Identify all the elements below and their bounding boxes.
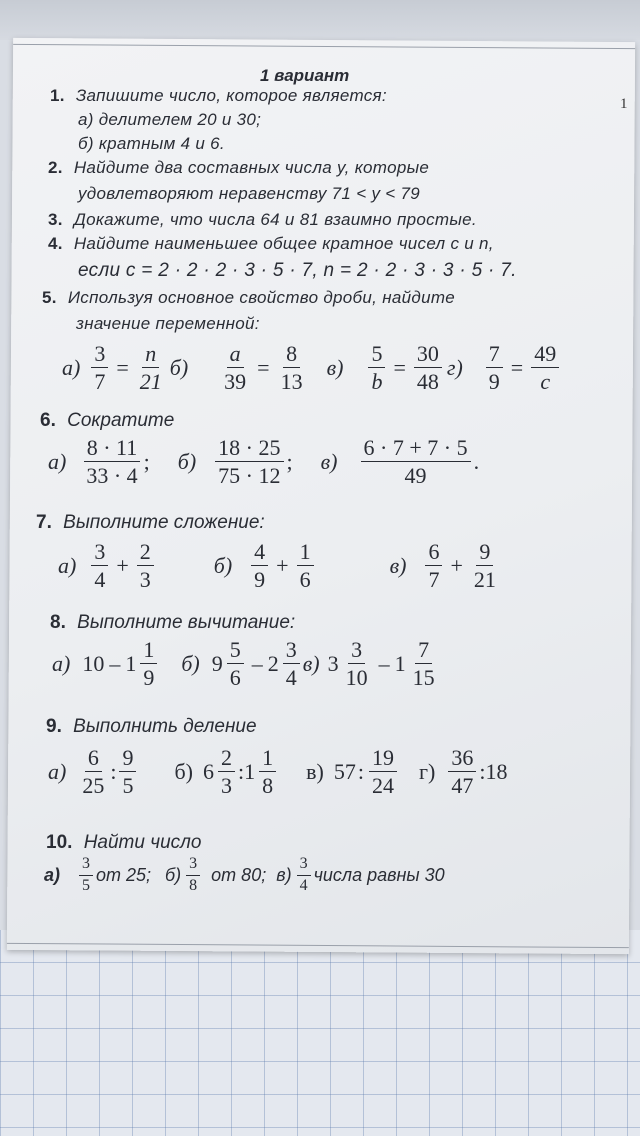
minus-sign: – <box>378 650 390 676</box>
whole-number: 1 <box>394 650 406 676</box>
denominator: 7 <box>94 369 106 395</box>
numerator: 6 · 7 + 7 · 5 <box>361 436 471 462</box>
problem-4-line1: Найдите наименьшее общее кратное чисел с и n, <box>73 234 494 253</box>
denominator: 21 <box>473 567 496 593</box>
numerator: 9 <box>476 540 493 566</box>
fraction <box>137 342 165 393</box>
problem-3-number: 3. <box>48 210 63 229</box>
fraction <box>91 342 108 393</box>
problem-3-text: Докажите, что числа 64 и 81 взаимно простые. <box>73 210 477 229</box>
problem-10-text: Найти число <box>83 832 202 853</box>
background-top <box>0 0 640 40</box>
fraction <box>471 540 499 591</box>
graph-paper-background <box>0 930 640 1136</box>
numerator: 8 <box>283 342 300 368</box>
fraction <box>259 746 276 797</box>
denominator: 6 <box>229 665 241 691</box>
division-sign: : <box>237 758 245 784</box>
denominator: 47 <box>451 773 474 799</box>
problem-6 <box>40 410 174 432</box>
label-a: а) <box>44 864 61 885</box>
denominator: b <box>371 369 383 395</box>
numerator: 5 <box>227 638 244 664</box>
numerator: 3 <box>297 856 311 876</box>
denominator: 13 <box>280 369 303 395</box>
fraction <box>283 638 300 689</box>
fraction <box>218 746 235 797</box>
fraction <box>227 638 244 689</box>
denominator: 25 <box>82 773 105 799</box>
fraction <box>79 856 93 895</box>
numerator: 6 <box>425 540 442 566</box>
label-a: а) <box>48 448 67 474</box>
problem-8-number: 8. <box>50 612 66 633</box>
label-b: б) <box>181 650 200 676</box>
denominator: 8 <box>189 876 198 894</box>
fraction <box>343 638 371 689</box>
problem-8 <box>50 612 295 634</box>
variant-title: 1 вариант <box>260 66 350 85</box>
fraction <box>221 342 249 393</box>
fraction <box>414 342 442 393</box>
fraction <box>251 540 268 591</box>
problem-6-number: 6. <box>40 410 56 431</box>
fraction <box>297 856 311 895</box>
problem-4 <box>48 234 494 254</box>
problem-9-text: Выполнить деление <box>73 716 257 737</box>
label-a: а) <box>52 650 71 676</box>
denominator: 6 <box>299 567 311 593</box>
text: от 25; <box>96 864 152 885</box>
denominator: 5 <box>82 876 91 894</box>
denominator: 49 <box>404 463 427 489</box>
fraction <box>186 856 200 895</box>
denominator: 5 <box>122 773 134 799</box>
problem-2-line1: Найдите два составных числа у, которые <box>73 158 430 177</box>
problem-5-number: 5. <box>42 288 57 307</box>
numerator: 3 <box>186 856 200 876</box>
problem-7-expressions <box>58 540 502 591</box>
text: от 80; <box>211 864 267 885</box>
numerator: 19 <box>369 746 397 772</box>
fraction <box>140 638 157 689</box>
fraction <box>368 342 385 393</box>
period: . <box>473 448 480 474</box>
denominator: 75 · 12 <box>218 463 281 489</box>
denominator: 10 <box>345 665 368 691</box>
label-c: в) <box>389 552 407 578</box>
whole-number: 2 <box>267 650 279 676</box>
fraction <box>531 342 559 393</box>
label-b: б) <box>165 864 182 885</box>
whole-number: 10 <box>82 650 105 676</box>
fraction <box>91 540 108 591</box>
problem-5 <box>42 288 455 308</box>
plus-sign: + <box>450 552 463 578</box>
minus-sign: – <box>251 650 263 676</box>
equals-sign: = <box>393 354 406 380</box>
division-sign: : <box>110 758 117 784</box>
text: числа равны 30 <box>313 864 445 885</box>
numerator: 3 <box>91 540 108 566</box>
denominator: 4 <box>285 665 297 691</box>
separator: ; <box>143 448 150 474</box>
denominator: 9 <box>488 369 500 395</box>
fraction <box>278 342 306 393</box>
problem-3 <box>48 210 477 230</box>
label-b: б) <box>213 552 233 578</box>
problem-4-number: 4. <box>48 234 63 253</box>
denominator: 48 <box>416 369 439 395</box>
numerator: 3 <box>79 856 93 876</box>
fraction <box>79 746 107 797</box>
problem-5-line1: Используя основное свойство дроби, найдите <box>67 288 456 307</box>
numerator: 7 <box>415 638 432 664</box>
problem-1-b: б) кратным 4 и 6. <box>78 134 225 153</box>
equals-sign: = <box>510 354 524 380</box>
numerator: 2 <box>218 746 235 772</box>
problem-9-expressions <box>48 746 507 797</box>
problem-1 <box>50 86 387 106</box>
numerator: 3 <box>91 342 108 368</box>
problem-6-expressions <box>48 436 479 487</box>
numerator: a <box>227 342 244 368</box>
fraction <box>119 746 136 797</box>
numerator: 3 <box>283 638 300 664</box>
problem-7 <box>36 512 265 534</box>
label-a: а) <box>58 552 77 578</box>
division-sign: : <box>357 758 364 784</box>
problem-2-number: 2. <box>48 158 63 177</box>
denominator: 7 <box>428 567 440 593</box>
problem-10-expressions <box>44 856 445 895</box>
problem-5-expressions <box>62 342 562 393</box>
fraction <box>215 436 283 487</box>
whole-number: 9 <box>211 650 223 676</box>
whole-number: 57 <box>333 758 356 784</box>
equals-sign: = <box>257 354 270 380</box>
problem-1-text: Запишите число, которое является: <box>75 86 387 105</box>
plus-sign: + <box>276 552 289 578</box>
label-b: б) <box>177 448 197 474</box>
denominator: 4 <box>94 567 106 593</box>
whole-number: 1 <box>244 758 256 784</box>
numerator: 49 <box>531 342 559 368</box>
minus-sign: – <box>109 650 121 676</box>
fraction <box>448 746 476 797</box>
division-sign: : <box>479 758 486 784</box>
fraction <box>410 638 438 689</box>
denominator: 15 <box>412 665 435 691</box>
denominator: 9 <box>143 665 155 691</box>
equals-sign: = <box>116 354 129 380</box>
label-c: в) <box>302 650 320 676</box>
label-d: г) <box>446 354 463 380</box>
denominator: 3 <box>220 773 232 799</box>
problem-1-number: 1. <box>50 86 65 105</box>
fraction <box>369 746 397 797</box>
denominator: 24 <box>371 773 394 799</box>
numerator: 7 <box>486 342 503 368</box>
problem-10 <box>46 832 201 854</box>
numerator: 1 <box>140 638 157 664</box>
problem-6-text: Сократите <box>67 410 175 431</box>
denominator: 39 <box>224 369 247 395</box>
problem-9 <box>46 716 257 738</box>
label-c: в) <box>326 354 344 380</box>
fraction <box>425 540 442 591</box>
numerator: 1 <box>259 746 276 772</box>
label-c: в) <box>306 758 324 784</box>
problem-5-line2: значение переменной: <box>76 314 260 333</box>
numerator: 2 <box>137 540 154 566</box>
denominator: 8 <box>262 773 274 799</box>
problem-4-line2: если c = 2 · 2 · 2 · 3 · 5 · 7, n = 2 · 2 · 3 · 3 · 5 · 7. <box>78 260 517 281</box>
whole-number: 1 <box>125 650 137 676</box>
label-b: б) <box>174 758 193 784</box>
denominator: 4 <box>299 876 308 894</box>
label-c: в) <box>320 448 338 474</box>
numerator: 5 <box>368 342 385 368</box>
fraction <box>137 540 154 591</box>
problem-1-a: а) делителем 20 и 30; <box>78 110 262 129</box>
label-c: в) <box>276 864 292 885</box>
label-d: г) <box>418 758 436 784</box>
fraction <box>83 436 140 487</box>
problem-7-number: 7. <box>36 512 52 533</box>
numerator: 4 <box>251 540 268 566</box>
problem-7-text: Выполните сложение: <box>63 512 265 533</box>
problem-2-line2: удовлетворяют неравенству 71 < у < 79 <box>78 184 421 203</box>
label-a: а) <box>48 758 67 784</box>
numerator: n <box>142 342 159 368</box>
label-a: а) <box>62 354 81 380</box>
problem-10-number: 10. <box>46 832 73 853</box>
label-b: б) <box>169 354 189 380</box>
fraction <box>297 540 314 591</box>
numerator: 36 <box>448 746 476 772</box>
problem-8-text: Выполните вычитание: <box>77 612 296 633</box>
fraction <box>486 342 503 393</box>
problem-8-expressions <box>52 638 441 689</box>
denominator: 3 <box>139 567 151 593</box>
whole-number: 6 <box>202 758 214 784</box>
problem-2 <box>48 158 429 178</box>
whole-number: 3 <box>327 650 339 676</box>
denominator: c <box>540 369 551 395</box>
denominator: 33 · 4 <box>86 463 138 489</box>
whole-number: 18 <box>485 758 508 784</box>
problem-9-number: 9. <box>46 716 62 737</box>
fraction <box>361 436 471 487</box>
numerator: 6 <box>85 746 102 772</box>
plus-sign: + <box>116 552 129 578</box>
numerator: 3 <box>348 638 365 664</box>
edge-number: 1 <box>620 96 628 112</box>
numerator: 1 <box>297 540 314 566</box>
denominator: 21 <box>139 369 162 395</box>
denominator: 9 <box>254 567 266 593</box>
numerator: 18 · 25 <box>215 436 283 462</box>
separator: ; <box>286 448 293 474</box>
numerator: 8 · 11 <box>84 436 141 462</box>
numerator: 30 <box>414 342 442 368</box>
numerator: 9 <box>119 746 136 772</box>
